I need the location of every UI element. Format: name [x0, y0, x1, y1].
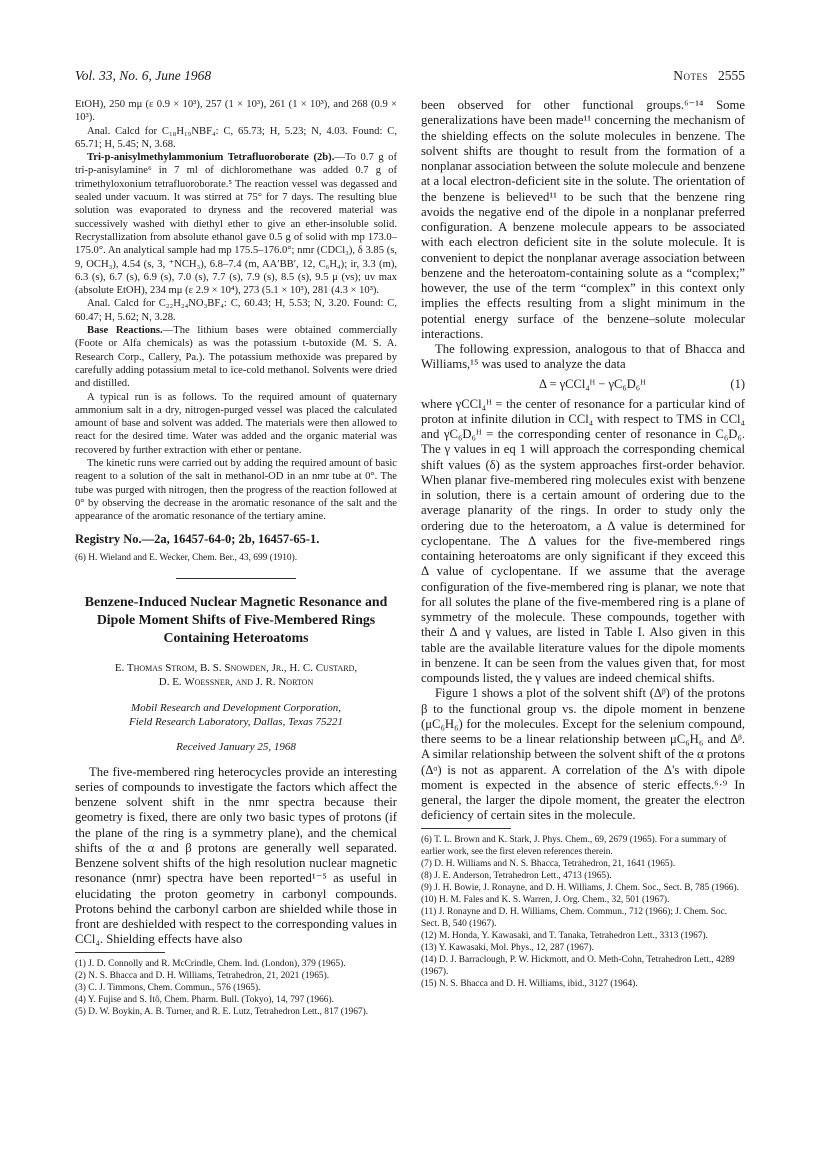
footnote-4: (4) Y. Fujise and S. Itô, Chem. Pharm. Bull. (Tokyo), 14, 797 (1966). — [75, 994, 334, 1005]
article-title: Benzene-Induced Nuclear Magnetic Resonance and Dipole Moment Shifts of Five-Membered Rings Containing Heteroatoms — [84, 593, 388, 645]
journal-citation: Vol. 33, No. 6, June 1968 — [75, 68, 212, 83]
left-paragraph-6: A typical run is as follows. To the required amount of quaternary ammonium salt in a dry, nitrogen-purged vessel was placed the calculated amount of base and solvent was added. The materials were then allowed to react for the desired time. Water was added and the organic material was recovered by further extraction with ether or pentane. — [75, 391, 397, 456]
left-paragraph-2: Anal. Calcd for C₁₈H₁₉NBF₄: C, 65.73; H, 5.23; N, 4.03. Found: C, 65.71; H, 5.45; N, 3.68. — [75, 125, 397, 150]
footnote-14: (14) D. J. Barraclough, P. W. Hickmott, and O. Meth-Cohn, Tetrahedron Lett., 4289 (1967). — [421, 954, 735, 977]
footnotes-right — [421, 834, 745, 990]
footnote-7: (7) D. H. Williams and N. S. Bhacca, Tetrahedron, 21, 1641 (1965). — [421, 858, 676, 869]
affiliation-line-1: Mobil Research and Development Corporation, — [130, 701, 342, 714]
footnote-1: (1) J. D. Connolly and R. McCrindle, Chem. Ind. (London), 379 (1965). — [75, 958, 346, 969]
authors-line-1: E. Thomas Strom, B. S. Snowden, Jr., H. C. Custard, — [114, 661, 358, 674]
registry-numbers: —2a, 16457-64-0; 2b, 16457-65-1. — [141, 531, 320, 546]
right-paragraph-3: where γCCl₄ᴴ = the center of resonance for a particular kind of proton at infinite dilution in CCl₄ with respect to TMS in CCl₄ and γC₆D₆ᴴ = the corresponding center of resonance in C₆D₆. The γ values in eq 1 will approach the corresponding chemical shift values (δ) as the system approaches first-order behavior. When planar five-membered ring molecules exist with benzene in solution, there is a certain amount of ordering due to the average planarity of the rings. In order to study only the ordering due to the heteroatom, a Δ value is determined for cyclopentane. The Δ values for the five-membered rings containing heteroatoms are only significant if they exceed this Δ value of cyclopentane. If we assume that the average configuration of the five-membered ring is planar, we note that for all solutes the plane of the five-membered ring is a plane of symmetry of the molecule. These compounds, together with their Δ and γ values, are listed in Table I. Also given in this table are the available literature values for the dipole moments in benzene. It can be seen from the values given that, for most compounds listed, the γ values are indeed chemical shifts. — [421, 396, 745, 685]
equation-expression: Δ = γCCl₄ᴴ − γC₆D₆ᴴ — [539, 376, 646, 391]
affiliation — [75, 701, 397, 729]
footnote-6: (6) T. L. Brown and K. Stark, J. Phys. Chem., 69, 2679 (1965). For a summary of earlier work, see the first eleven references therein. — [421, 834, 727, 857]
left-paragraph-1: EtOH), 250 mμ (ε 0.9 × 10³), 257 (1 × 10³), 261 (1 × 10³), and 268 (0.9 × 10³). — [75, 99, 397, 124]
registry-line — [75, 532, 397, 547]
right-paragraph-1: been observed for other functional groups.⁶⁻¹⁴ Some generalizations have been made¹¹ concerning the mechanism of the shielding effects on the solute molecules in benzene. The solvent shifts are thought to result from the formation of a nonplanar association between the solute molecule and benzene at a local electron-deficient site in the solute. The orientation of the benzene is believed¹¹ to be such that the benzene ring avoids the negative end of the dipole in a nonplanar preferred configuration. A benzene molecule appears to be associated with each electron deficient site in the solute molecule. It is convenient to depict the nonplanar average association between benzene and the heteroatom-containing solute as a “complex;” however, the use of the term “complex” in this context only implies the effects resulting from a slight minimum in the potential energy surface of the benzene–solute molecular interactions. — [421, 98, 745, 341]
compound-heading: Tri-p-anisylmethylammonium Tetrafluoroborate (2b). — [87, 152, 335, 164]
procedure-text: —To 0.7 g of tri-p-anisylamine⁶ in 7 ml of dichloromethane was added 0.7 g of trimethyloxonium tetrafluoroborate.⁵ The reaction vessel was degassed and sealed under vacuum. It was stirred at 75° for 7 days. The resulting blue solution was evaporated to dryness and the recovered material was successively washed with diethyl ether to give an ether-insoluble solid. Recrystallization from absolute ethanol gave 0.5 g of solid with mp 173.0–175.0°. An analytical sample had mp 175.5–176.0°; nmr (CDCl₃), δ 3.85 (s, 9, OCH₃), 4.54 (s, 3, ⁺NCH₃), 6.8–7.4 (m, AA′BB′, 12, C₆H₄); ir, 3.3 (m), 6.3 (s), 6.7 (s), 6.9 (s), 7.0 (s), 7.7 (s), 7.9 (s), 8.5 (s), 9.5 μ (vs); uv max (absolute EtOH), 234 mμ (ε 2.9 × 10⁴), 273 (5.1 × 10³), 281 (4.3 × 10³). — [75, 152, 397, 297]
base-reactions-text: —The lithium bases were obtained commercially (Foote or Alfa chemicals) as was the potassium t-butoxide (M. S. A. Research Corp., Callery, Pa.). The potassium methoxide was prepared by carefully adding potassium metal to ice-cold methanol. Solvents were dried and distilled. — [75, 325, 397, 390]
left-paragraph-3 — [75, 151, 397, 297]
footnote-rule-left — [75, 952, 165, 953]
footnote-2: (2) N. S. Bhacca and D. H. Williams, Tetrahedron, 21, 2021 (1965). — [75, 970, 330, 981]
equation-1 — [421, 377, 745, 393]
authors-line-2: D. E. Woessner, and J. R. Norton — [158, 675, 314, 688]
footnote-12: (12) M. Honda, Y. Kawasaki, and T. Tanaka, Tetrahedron Lett., 3313 (1967). — [421, 930, 708, 941]
received-date: Received January 25, 1968 — [176, 740, 296, 753]
footnote-9: (9) J. H. Bowie, J. Ronayne, and D. H. Williams, J. Chem. Soc., Sect. B, 785 (1966). — [421, 882, 739, 893]
right-paragraph-2: The following expression, analogous to that of Bhacca and Williams,¹⁵ was used to analyze the data — [421, 342, 745, 372]
authors — [75, 661, 397, 689]
footnotes-left — [75, 958, 397, 1018]
left-paragraph-7: The kinetic runs were carried out by adding the required amount of basic reagent to a solution of the salt in methanol-OD in an nmr tube at 0°. The tube was purged with nitrogen, then the progress of the reaction followed at 0° by observing the decrease in the aromatic resonance of the salt and the appearance of the aromatic resonance of the tertiary amine. — [75, 458, 397, 523]
footnote-11: (11) J. Ronayne and D. H. Williams, Chem. Commun., 712 (1966); J. Chem. Soc. Sect. B, 540 (1967). — [421, 906, 728, 929]
left-paragraph-4: Anal. Calcd for C₂₂H₂₄NO₃BF₄: C, 60.43; H, 5.53; N, 3.20. Found: C, 60.47; H, 5.62; N, 3.28. — [75, 298, 397, 323]
article-divider — [176, 578, 296, 579]
right-paragraph-4: Figure 1 shows a plot of the solvent shift (Δᵝ) of the protons β to the functional group vs. the dipole moment in benzene (μC₆H₆) for the molecules. Except for the selenium compound, there seems to be a linear relationship between μC₆H₆ and Δᵝ. A similar relationship between the solvent shift of the α protons (Δᵅ) is not as apparent. A correlation of the Δ's with dipole moment is expected in the absence of steric effects.⁶·⁹ In general, the larger the dipole moment, the greater the electron deficiency of certain sites in the molecule. — [421, 686, 745, 823]
footnote-15: (15) N. S. Bhacca and D. H. Williams, ibid., 3127 (1964). — [421, 978, 638, 989]
footnote-rule-right — [421, 828, 511, 829]
footnote-8: (8) J. E. Anderson, Tetrahedron Lett., 4713 (1965). — [421, 870, 612, 881]
left-column — [75, 98, 397, 1018]
footnote-10: (10) H. M. Fales and K. S. Warren, J. Org. Chem., 32, 501 (1967). — [421, 894, 670, 905]
header-right — [673, 68, 745, 84]
footnote-5: (5) D. W. Boykin, A. B. Turner, and R. E. Lutz, Tetrahedron Lett., 817 (1967). — [75, 1006, 369, 1017]
base-reactions-heading: Base Reactions. — [87, 325, 163, 337]
running-header — [75, 68, 745, 88]
footnote-6-left: (6) H. Wieland and E. Wecker, Chem. Ber., 43, 699 (1910). — [75, 552, 298, 563]
article-body-start: The five-membered ring heterocycles provide an interesting series of compounds to investigate the factors which affect the benzene solvent shift in the nmr spectra because their geometry is fixed, there are only two basic types of protons (if the plane of the ring is a symmetry plane), and the chemical shifts of the α and β protons are generally well separated. Benzene solvent shifts of the high resolution nuclear magnetic resonance (nmr) spectra have been reported¹⁻⁵ as useful in elucidating the proton geometry in carbonyl compounds. Protons behind the carbonyl carbon are shielded while those in front are deshielded with respect to the corresponding values in CCl₄. Shielding effects have also — [75, 764, 397, 947]
page-number: 2555 — [718, 68, 745, 83]
right-column — [421, 98, 745, 990]
footnote-3: (3) C. J. Timmons, Chem. Commun., 576 (1965). — [75, 982, 261, 993]
registry-label: Registry No. — [75, 531, 142, 546]
left-paragraph-5 — [75, 324, 397, 390]
section-name: Notes — [673, 68, 708, 83]
affiliation-line-2: Field Research Laboratory, Dallas, Texas 75221 — [129, 715, 343, 728]
footnote-13: (13) Y. Kawasaki, Mol. Phys., 12, 287 (1967). — [421, 942, 594, 953]
equation-number: (1) — [730, 376, 745, 391]
